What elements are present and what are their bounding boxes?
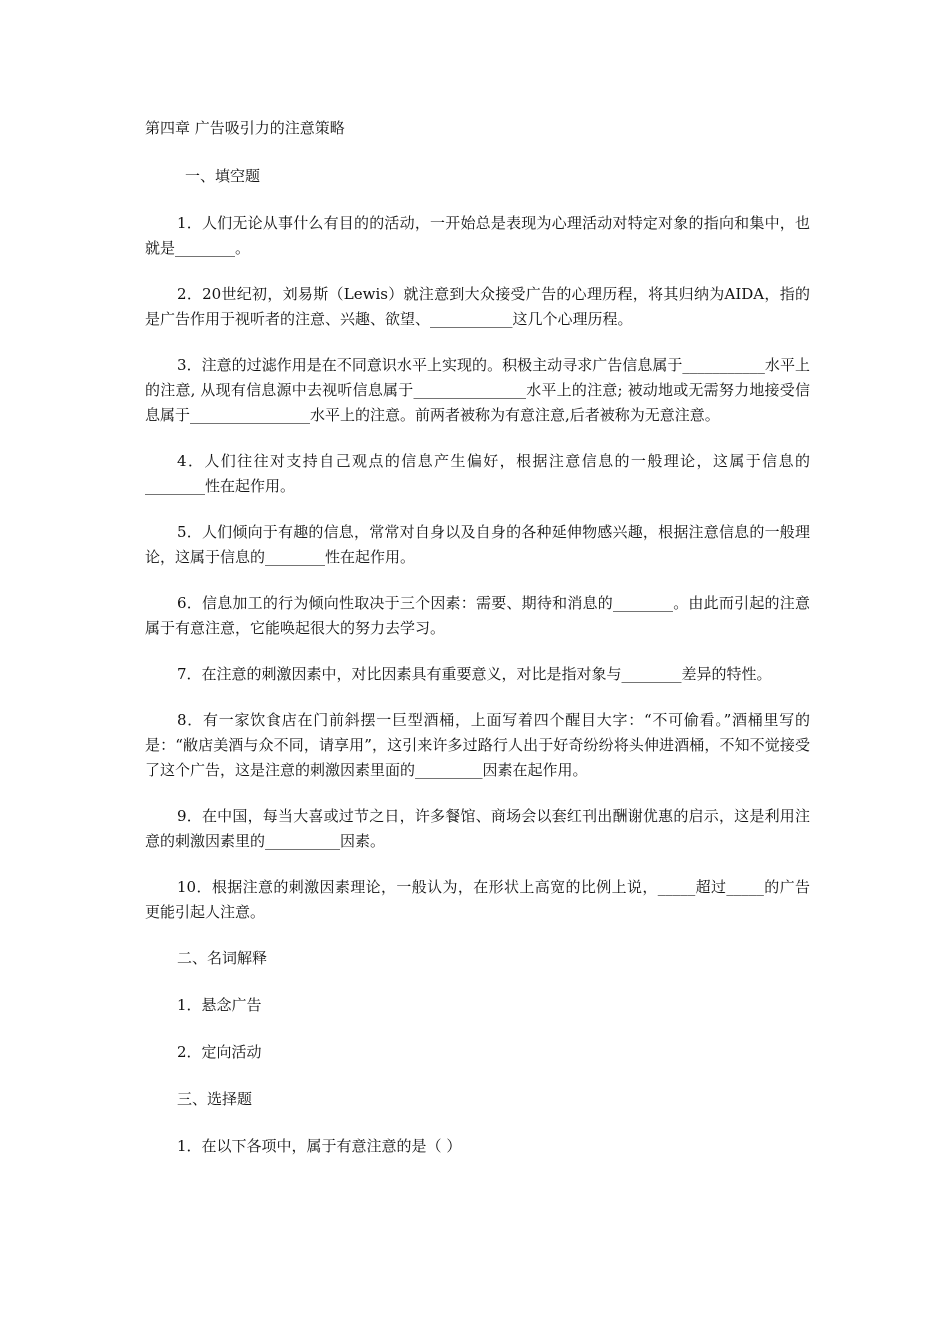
fill-in-question-3: 3．注意的过滤作用是在不同意识水平上实现的。积极主动寻求广告信息属于___________水平上的注意, 从现有信息源中去视听信息属于_______________水平上的注意; 被动地或无需努力地接受信息属于________________水平上的注意。前两者被称为有意注意,后者被称为无意注意。 [145,356,810,424]
section-heading-term-definitions: 二、名词解释 [177,949,268,967]
fill-in-question-8: 8．有一家饮食店在门前斜摆一巨型酒桶，上面写着四个醒目大字：“不可偷看。”酒桶里写的是：“敝店美酒与众不同，请享用”，这引来许多过路行人出于好奇纷纷将头伸进酒桶，不知不觉接受了这个广告，这是注意的刺激因素里面的_________因素在起作用。 [145,711,810,779]
fill-in-question-4: 4．人们往往对支持自己观点的信息产生偏好，根据注意信息的一般理论，这属于信息的________性在起作用。 [145,452,810,495]
term-question-2: 2．定向活动 [177,1043,262,1061]
term-question-1: 1．悬念广告 [177,996,262,1014]
fill-in-question-6: 6．信息加工的行为倾向性取决于三个因素：需要、期待和消息的________。由此而引起的注意属于有意注意，它能唤起很大的努力去学习。 [145,594,810,637]
fill-in-question-10: 10．根据注意的刺激因素理论，一般认为，在形状上高宽的比例上说，_____超过_____的广告更能引起人注意。 [145,878,810,921]
section-heading-multiple-choice: 三、选择题 [177,1090,253,1108]
section-heading-fill-in: 一、填空题 [185,167,261,185]
chapter-title: 第四章 广告吸引力的注意策略 [145,119,345,137]
choice-question-1: 1．在以下各项中，属于有意注意的是（ ） [177,1137,462,1155]
fill-in-question-5: 5．人们倾向于有趣的信息，常常对自身以及自身的各种延伸物感兴趣，根据注意信息的一般理论，这属于信息的________性在起作用。 [145,523,810,566]
fill-in-question-1: 1．人们无论从事什么有目的的活动，一开始总是表现为心理活动对特定对象的指向和集中，也就是________。 [145,214,810,257]
fill-in-question-9: 9．在中国，每当大喜或过节之日，许多餐馆、商场会以套红刊出酬谢优惠的启示，这是利用注意的刺激因素里的__________因素。 [145,807,810,850]
document-body [145,116,810,1181]
fill-in-question-7: 7．在注意的刺激因素中，对比因素具有重要意义，对比是指对象与________差异的特性。 [177,665,772,683]
fill-in-question-2: 2．20世纪初，刘易斯（Lewis）就注意到大众接受广告的心理历程，将其归纳为AIDA，指的是广告作用于视听者的注意、兴趣、欲望、___________这几个心理历程。 [145,285,810,328]
